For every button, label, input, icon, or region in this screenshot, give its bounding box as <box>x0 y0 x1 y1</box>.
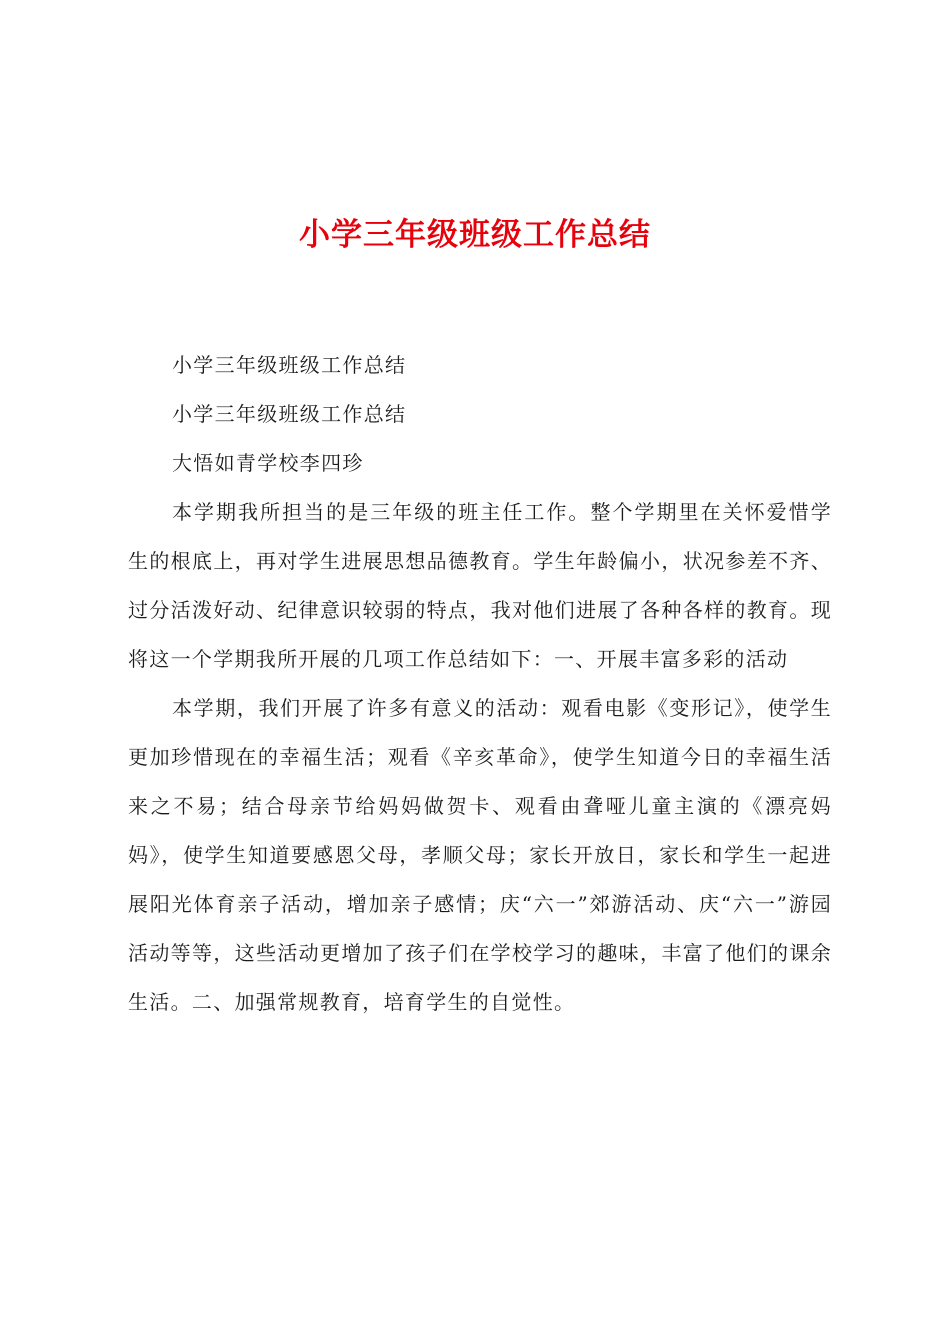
paragraph-activities: 本学期，我们开展了许多有意义的活动：观看电影《变形记》，使学生更加珍惜现在的幸福生活；观看《辛亥革命》，使学生知道今日的幸福生活来之不易；结合母亲节给妈妈做贺卡、观看由聋哑儿童主演的《漂亮妈妈》，使学生知道要感恩父母，孝顺父母；家长开放日，家长和学生一起进展阳光体育亲子活动，增加亲子感情；庆“六一”郊游活动、庆“六一”游园活动等等，这些活动更增加了孩子们在学校学习的趣味，丰富了他们的课余生活。二、加强常规教育，培育学生的自觉性。 <box>128 696 832 1014</box>
paragraph-intro: 本学期我所担当的是三年级的班主任工作。整个学期里在关怀爱惜学生的根底上，再对学生进展思想品德教育。学生年龄偏小，状况参差不齐、过分活泼好动、纪律意识较弱的特点，我对他们进展了各种各样的教育。现将这一个学期我所开展的几项工作总结如下：一、开展丰富多彩的活动 <box>128 500 832 671</box>
paragraph-heading-2: 小学三年级班级工作总结 <box>172 402 407 426</box>
paragraph-author: 大悟如青学校李四珍 <box>172 451 364 475</box>
document-title: 小学三年级班级工作总结 <box>299 217 651 253</box>
paragraph-heading-1: 小学三年级班级工作总结 <box>172 353 407 377</box>
document-body <box>128 341 832 1027</box>
